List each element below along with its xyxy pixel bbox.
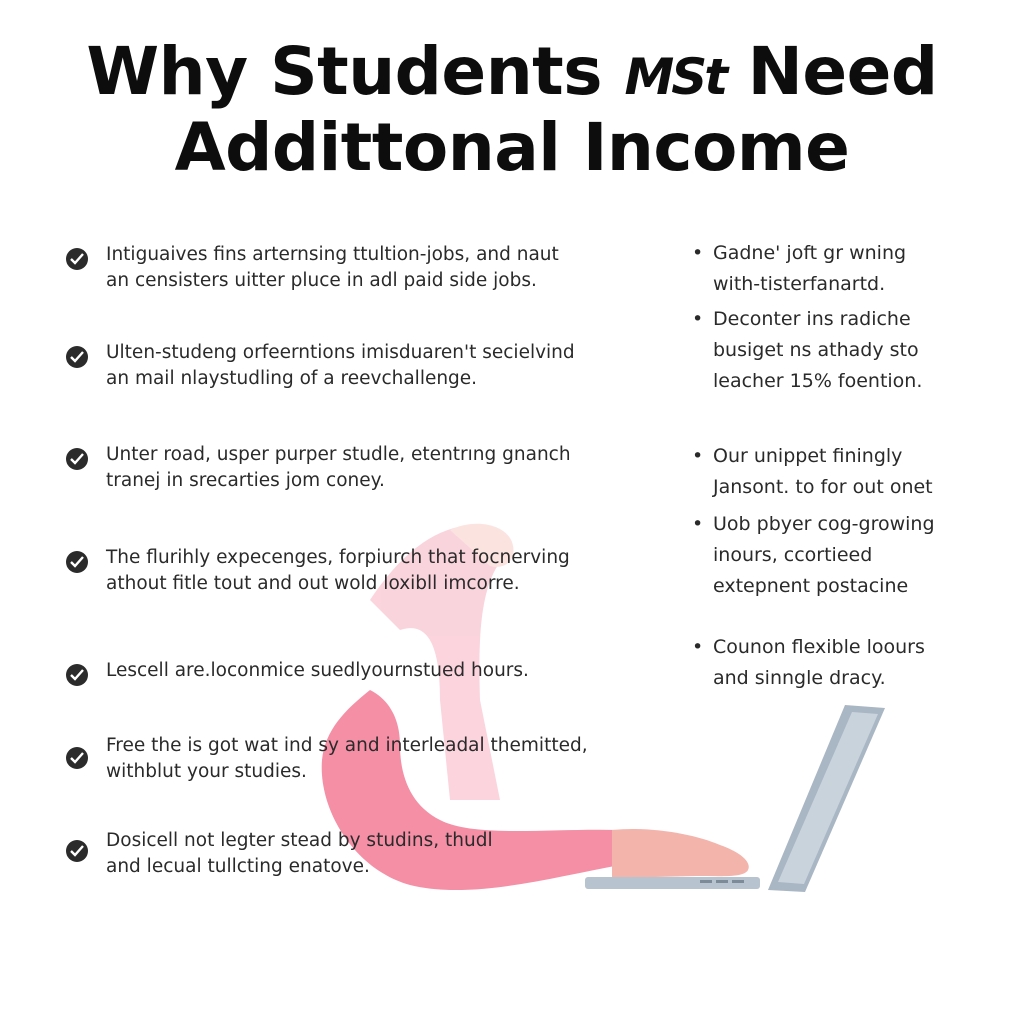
right-point-3: • Our unippet finingly Jansont. to for out onet [692, 441, 992, 503]
page-title-line-2: Addittonal Income [174, 109, 850, 186]
left-point-text: The flurihly expecenges, forpiurch that focnerving athout fitle tout and out wold loxibll imcorre. [106, 547, 570, 594]
check-circle-icon [66, 664, 88, 686]
left-point-text: Free the is got wat ind sy and interleadal themitted, withblut your studies. [106, 735, 588, 782]
left-point-6 [66, 733, 646, 803]
check-circle-icon [66, 551, 88, 573]
left-point-text: Dosicell not legter stead by studins, thudl and lecual tullcting enatove. [106, 830, 493, 877]
left-point-text: Lescell are.loconmice suedlyournstued hours. [106, 660, 529, 681]
right-point-1: • Gadne' joft gr wning with-tisterfanartd. [692, 238, 992, 300]
left-point-text: Ulten-studeng orfeerntions imisduaren't secielvind an mail nlaystudling of a reevchallenge. [106, 342, 575, 389]
laptop-keys [700, 880, 744, 883]
right-point-2: • Deconter ins radiche busiget ns athady sto leacher 15% foention. [692, 304, 992, 397]
left-point-1 [66, 242, 646, 312]
right-point-4: • Uob pbyer cog-growing inours, ccortieed extepnent postacine [692, 509, 992, 602]
left-point-text: Intiguaives fins arternsing ttultion-jobs, and naut an censisters uitter pluce in adl paid side jobs. [106, 244, 559, 291]
check-circle-icon [66, 346, 88, 368]
page-title-line-1: Why Students MSt Need [86, 33, 938, 110]
left-point-3 [66, 442, 646, 512]
check-circle-icon [66, 248, 88, 270]
left-point-4 [66, 545, 646, 615]
right-point-5: • Counon flexible loours and sinngle dracy. [692, 632, 992, 694]
left-point-2 [66, 340, 646, 410]
left-point-text: Unter road, usper purper studle, etentrıng gnanch tranej in srecarties jom coney. [106, 444, 571, 491]
left-point-7 [66, 828, 646, 898]
check-circle-icon [66, 448, 88, 470]
check-circle-icon [66, 840, 88, 862]
left-point-5 [66, 658, 646, 728]
check-circle-icon [66, 747, 88, 769]
right-bullet-list [692, 238, 992, 694]
